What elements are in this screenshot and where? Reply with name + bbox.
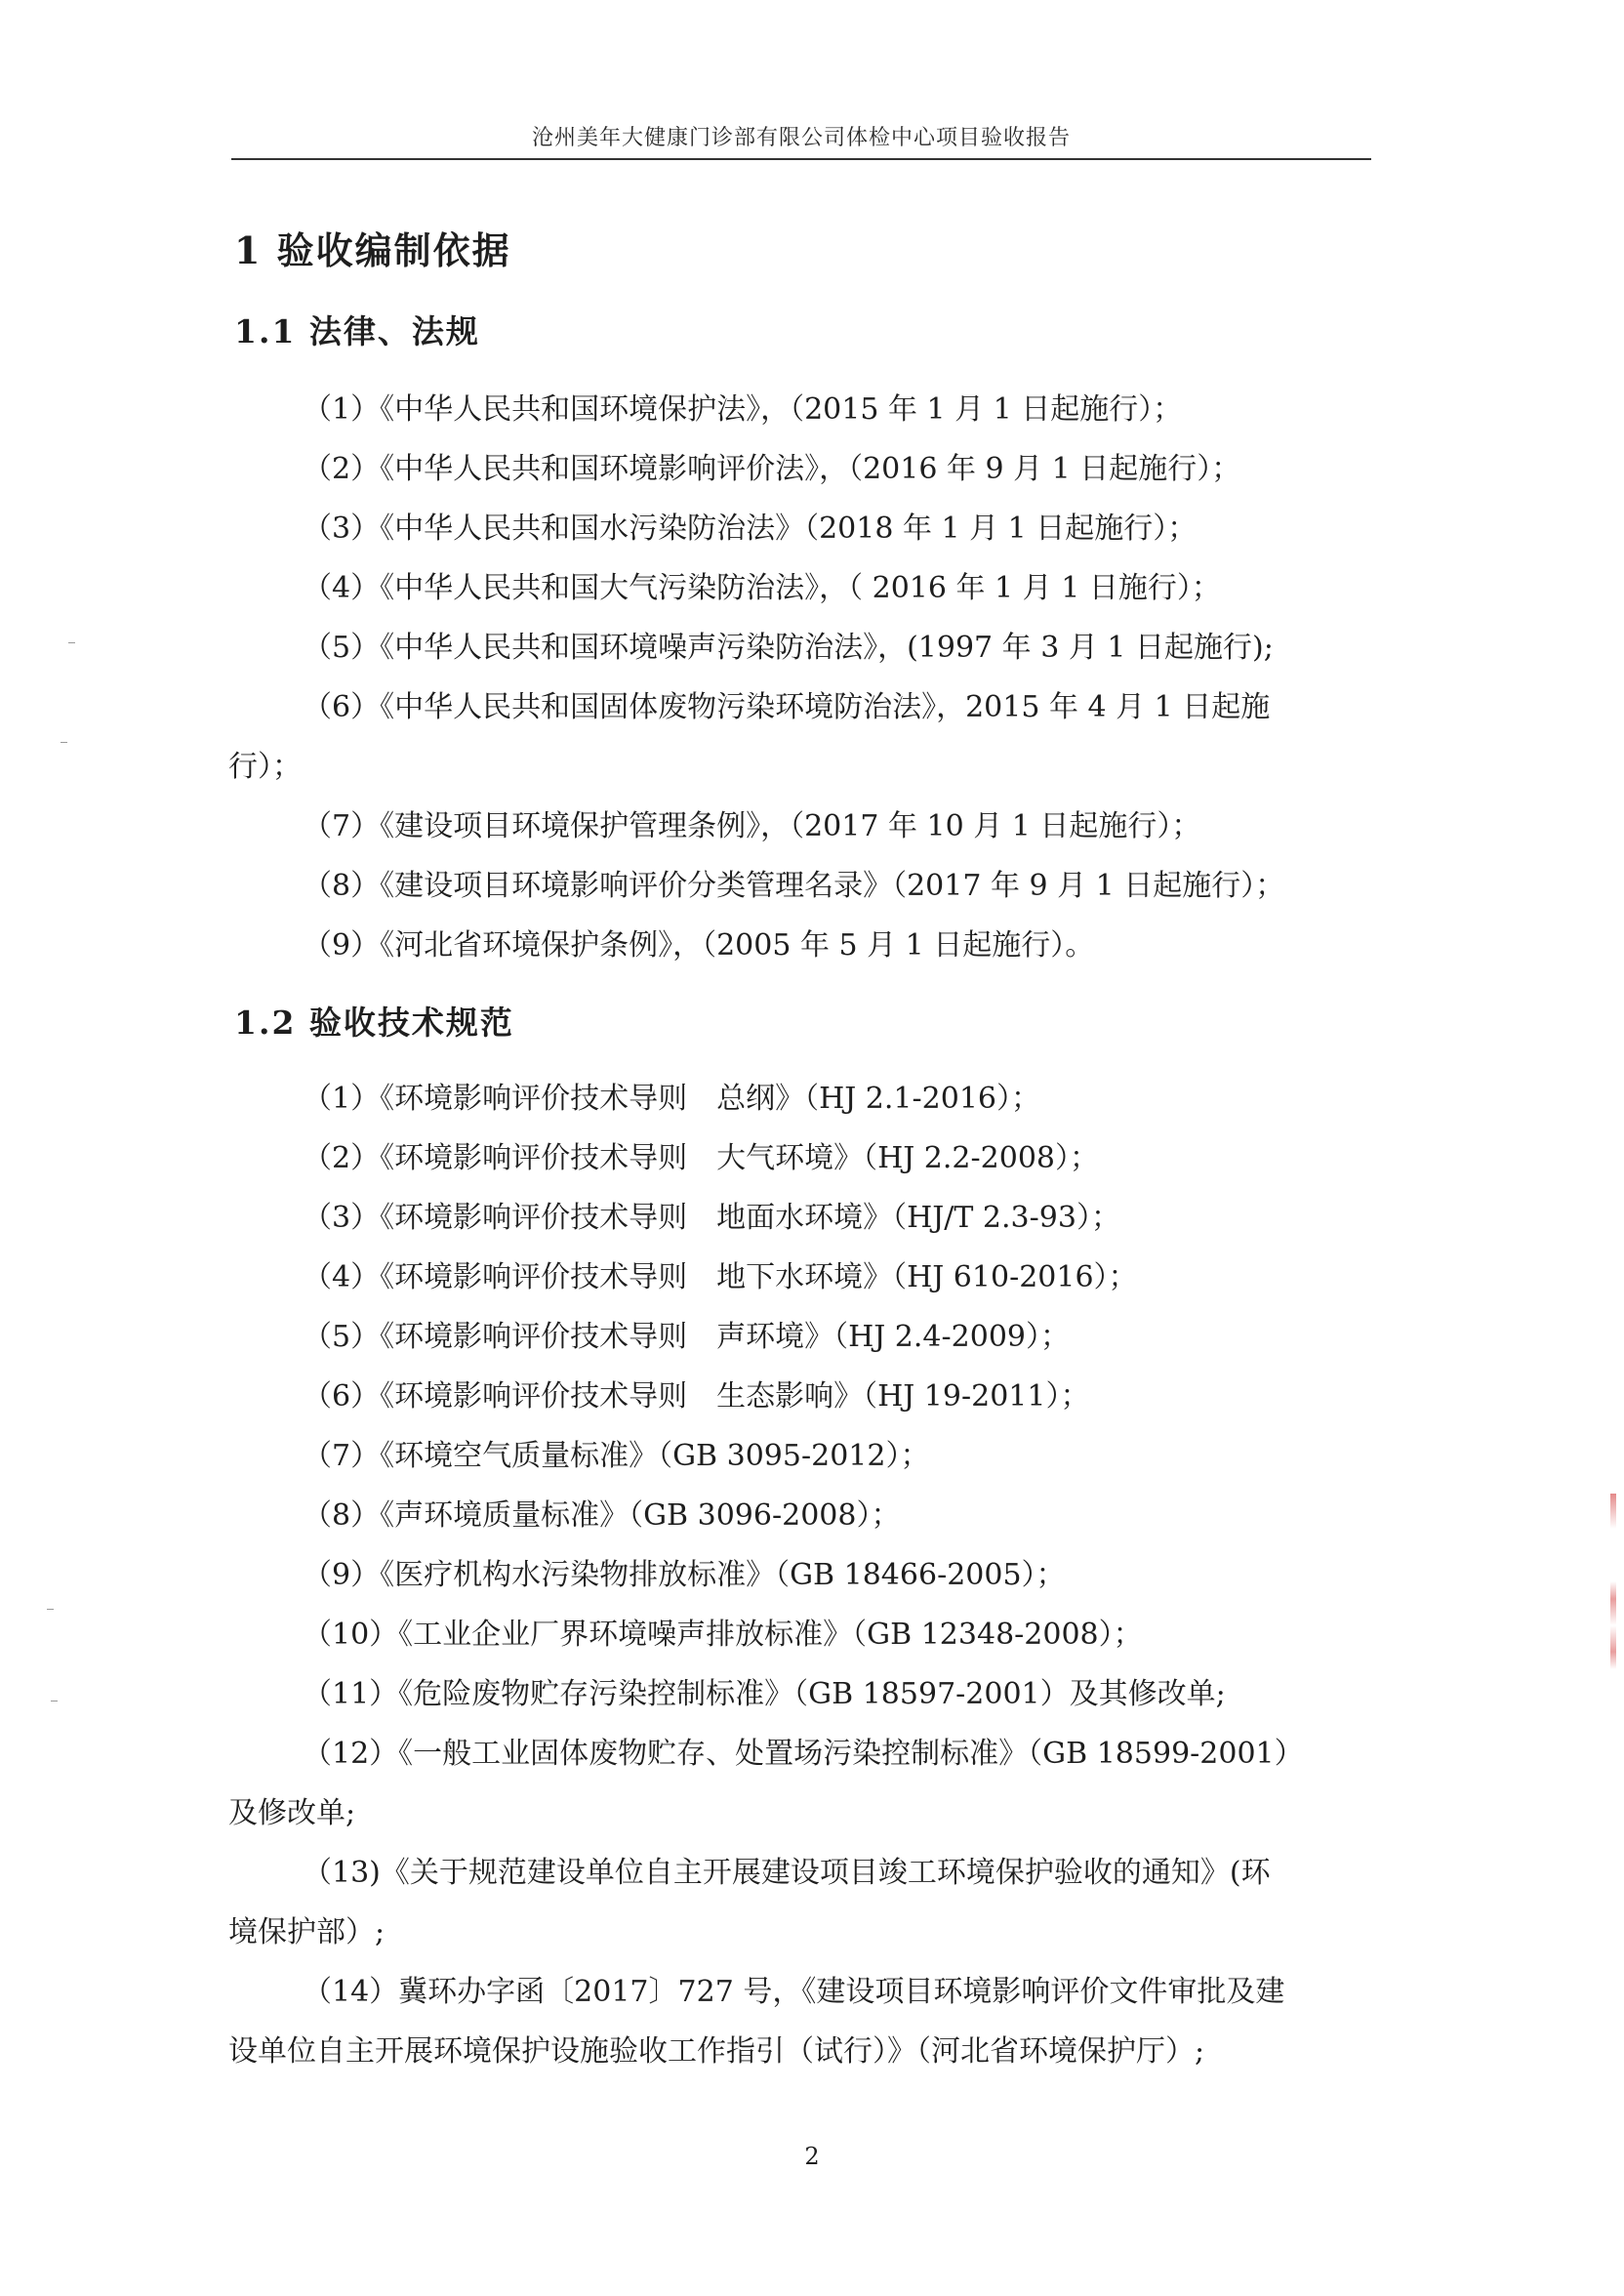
standard-item-13: （13)《关于规范建设单位自主开展建设项目竣工环境保护验收的通知》(环 xyxy=(303,1856,1271,1890)
law-item-6-continued: 行）； xyxy=(228,750,302,784)
section-1-1-title: 1.1 法律、法规 xyxy=(234,312,480,350)
standard-item-7: （7）《环境空气质量标准》（GB 3095-2012）； xyxy=(303,1439,930,1473)
law-item-7: （7）《建设项目环境保护管理条例》，（2017 年 10 月 1 日起施行）； xyxy=(303,809,1201,843)
standard-item-8: （8）《声环境质量标准》（GB 3096-2008）； xyxy=(303,1498,901,1533)
page-number: 2 xyxy=(804,2143,820,2170)
standard-item-5: （5）《环境影响评价技术导则 声环境》（HJ 2.4-2009）； xyxy=(303,1320,1071,1354)
header-rule xyxy=(231,158,1371,160)
binding-stamp-mark xyxy=(1610,1494,1616,1669)
scan-margin-mark xyxy=(51,1701,58,1702)
section-1-2-title: 1.2 验收技术规范 xyxy=(234,1004,514,1042)
standard-item-6: （6）《环境影响评价技术导则 生态影响》（HJ 19-2011）； xyxy=(303,1379,1090,1414)
standard-item-12-continued: 及修改单; xyxy=(228,1796,356,1830)
law-item-9: （9）《河北省环境保护条例》，（2005 年 5 月 1 日起施行）。 xyxy=(303,928,1095,963)
scan-margin-mark xyxy=(68,642,75,643)
standard-item-11: （11）《危险废物贮存污染控制标准》（GB 18597-2001）及其修改单; xyxy=(303,1677,1226,1711)
scan-margin-mark xyxy=(47,1609,54,1610)
law-item-4: （4）《中华人民共和国大气污染防治法》，（ 2016 年 1 月 1 日施行）； xyxy=(303,571,1221,605)
law-item-5: （5）《中华人民共和国环境噪声污染防治法》，(1997 年 3 月 1 日起施行); xyxy=(303,631,1274,665)
standard-item-9: （9）《医疗机构水污染物排放标准》（GB 18466-2005）； xyxy=(303,1558,1066,1592)
standard-item-4: （4）《环境影响评价技术导则 地下水环境》（HJ 610-2016）； xyxy=(303,1260,1138,1294)
law-item-6: （6）《中华人民共和国固体废物污染环境防治法》，2015 年 4 月 1 日起施 xyxy=(303,690,1271,724)
standard-item-13-continued: 境保护部）; xyxy=(228,1915,386,1949)
law-item-8: （8）《建设项目环境影响评价分类管理名录》（2017 年 9 月 1 日起施行）； xyxy=(303,869,1285,903)
standard-item-2: （2）《环境影响评价技术导则 大气环境》（HJ 2.2-2008）； xyxy=(303,1141,1100,1175)
section-1-title: 1 验收编制依据 xyxy=(234,228,511,272)
standard-item-10: （10）《工业企业厂界环境噪声排放标准》（GB 12348-2008）； xyxy=(303,1618,1143,1652)
law-item-2: （2）《中华人民共和国环境影响评价法》，（2016 年 9 月 1 日起施行）； xyxy=(303,452,1241,486)
page-header: 沧州美年大健康门诊部有限公司体检中心项目验收报告 xyxy=(531,126,1071,150)
standard-item-14-continued: 设单位自主开展环境保护设施验收工作指引（试行）》（河北省环境保护厅）; xyxy=(228,2034,1205,2069)
standard-item-14: （14）冀环办字函〔2017〕727 号，《建设项目环境影响评价文件审批及建 xyxy=(303,1975,1285,2009)
scan-margin-mark xyxy=(61,742,67,743)
standard-item-12: （12）《一般工业固体废物贮存、处置场污染控制标准》（GB 18599-2001） xyxy=(303,1737,1304,1771)
law-item-1: （1）《中华人民共和国环境保护法》，（2015 年 1 月 1 日起施行）； xyxy=(303,392,1183,427)
law-item-3: （3）《中华人民共和国水污染防治法》（2018 年 1 月 1 日起施行）； xyxy=(303,512,1198,546)
standard-item-1: （1）《环境影响评价技术导则 总纲》（HJ 2.1-2016）； xyxy=(303,1082,1041,1116)
standard-item-3: （3）《环境影响评价技术导则 地面水环境》（HJ/T 2.3-93）； xyxy=(303,1201,1120,1235)
